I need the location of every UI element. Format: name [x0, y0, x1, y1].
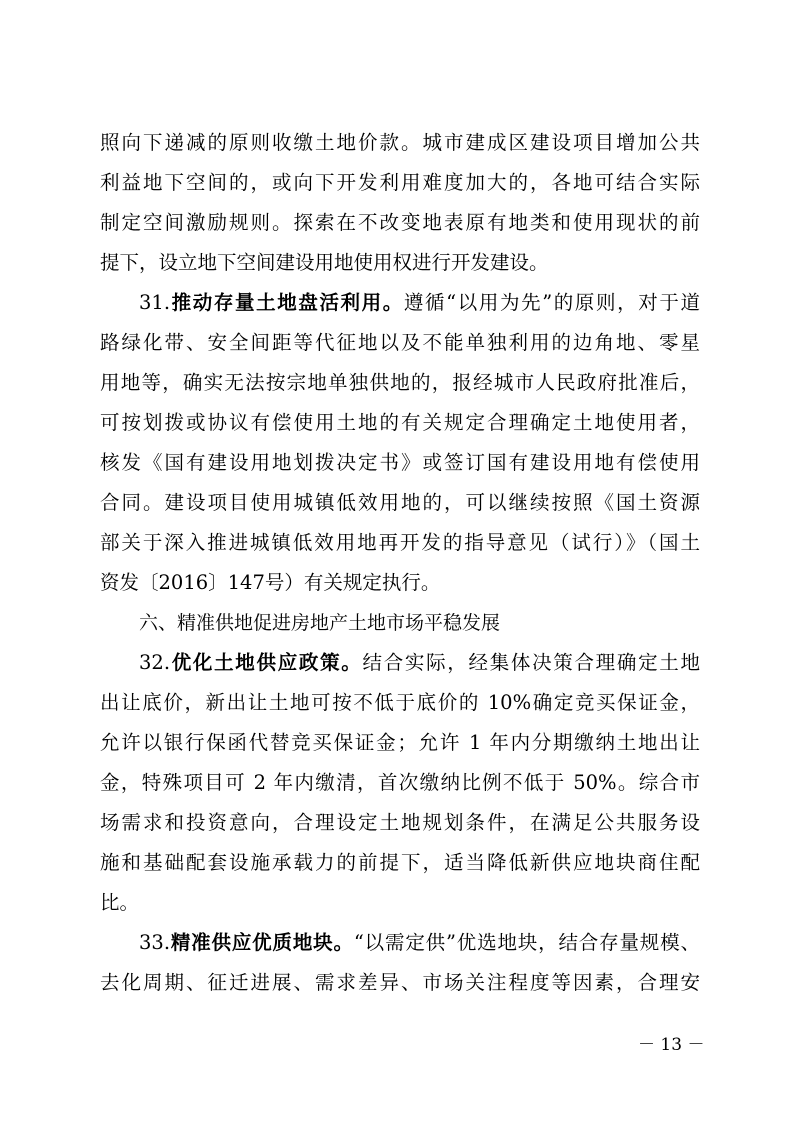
paragraph-line: 制定空间激励规则。探索在不改变地表原有地类和使用现状的前: [100, 211, 700, 234]
paragraph-line: 用地等，确实无法按宗地单独供地的，报经城市人民政府批准后，: [100, 371, 700, 394]
paragraph-line: 路绿化带、安全间距等代征地以及不能单独利用的边角地、零星: [100, 331, 700, 354]
paragraph-line: 允许以银行保函代替竞买保证金；允许 1 年内分期缴纳土地出让: [100, 731, 700, 754]
item-32-number: 32.: [139, 651, 171, 674]
paragraph-line: 核发《国有建设用地划拨决定书》或签订国有建设用地有偿使用: [100, 451, 700, 474]
paragraph-line: 提下，设立地下空间建设用地使用权进行开发建设。: [100, 251, 549, 274]
paragraph-line: 场需求和投资意向，合理设定土地规划条件，在满足公共服务设: [100, 811, 700, 834]
paragraph-line: 施和基础配套设施承载力的前提下，适当降低新供应地块商住配: [100, 851, 700, 874]
paragraph-line: 部关于深入推进城镇低效用地再开发的指导意见（试行）》（国土: [100, 531, 700, 554]
item-32-text: 结合实际，经集体决策合理确定土地: [362, 651, 700, 674]
section-heading: 六、精准供地促进房地产土地市场平稳发展: [139, 612, 501, 634]
paragraph-line: 比。: [100, 891, 140, 914]
paragraph-line: 利益地下空间的，或向下开发利用难度加大的，各地可结合实际: [100, 171, 700, 194]
paragraph-line: 资发〔2016〕147号）有关规定执行。: [100, 571, 441, 594]
item-31-text: 遵循“以用为先”的原则，对于道: [403, 291, 700, 314]
item-33-text: “以需定供”优选地块，结合存量规模、: [353, 931, 700, 954]
item-31-heading: 推动存量土地盘活利用。: [170, 291, 404, 314]
paragraph-line: 去化周期、征迁进展、需求差异、市场关注程度等因素，合理安: [100, 971, 700, 994]
paragraph-line: 出让底价，新出让土地可按不低于底价的 10%确定竞买保证金，: [100, 691, 700, 714]
paragraph-line: 金，特殊项目可 2 年内缴清，首次缴纳比例不低于 50%。综合市: [100, 771, 700, 794]
item-31-first-line: [139, 283, 700, 323]
item-33-heading: 精准供应优质地块。: [170, 931, 354, 954]
page-number: － 13 －: [638, 1035, 705, 1055]
item-33-first-line: [139, 923, 700, 963]
item-31-number: 31.: [139, 291, 171, 314]
item-32-heading: 优化土地供应政策。: [170, 651, 363, 674]
item-33-number: 33.: [139, 931, 171, 954]
paragraph-line: 照向下递减的原则收缴土地价款。城市建成区建设项目增加公共: [100, 131, 700, 154]
paragraph-line: 可按划拨或协议有偿使用土地的有关规定合理确定土地使用者，: [100, 411, 700, 434]
paragraph-line: 合同。建设项目使用城镇低效用地的，可以继续按照《国土资源: [100, 491, 700, 514]
item-32-first-line: [139, 643, 700, 683]
